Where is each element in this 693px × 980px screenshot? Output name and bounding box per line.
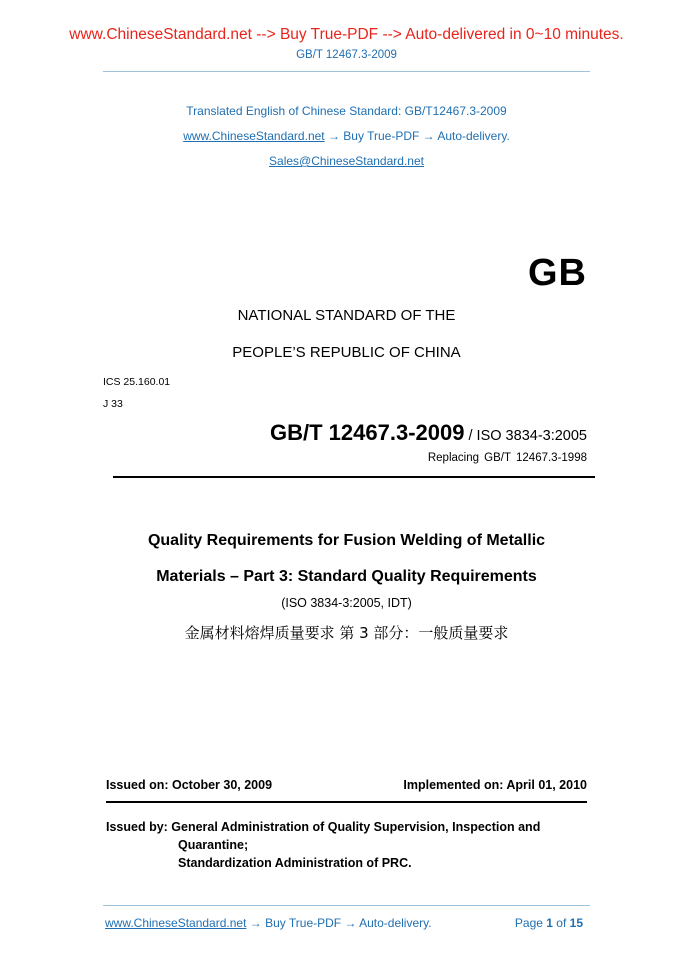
iso-idt-note: (ISO 3834-3:2005, IDT) bbox=[281, 596, 412, 610]
site-link[interactable]: www.ChineseStandard.net bbox=[183, 129, 325, 143]
replacing-note: Replacing GB/T 12467.3-1998 bbox=[427, 452, 587, 464]
footer-site-link[interactable]: www.ChineseStandard.net bbox=[105, 916, 247, 930]
chinese-title: 金属材料熔焊质量要求 第 3 部分：一般质量要求 bbox=[184, 624, 509, 642]
sales-email-row bbox=[0, 154, 693, 168]
gb-mark: GB bbox=[528, 252, 587, 294]
translation-note: Translated English of Chinese Standard: GB/T12467.3-2009 bbox=[186, 104, 507, 118]
sales-email-link[interactable]: Sales@ChineseStandard.net bbox=[269, 154, 424, 168]
issuer-line1: Issued by: General Administration of Quality Supervision, Inspection and bbox=[106, 820, 541, 834]
issuer-line2: Quarantine; bbox=[178, 838, 249, 852]
page-of: of bbox=[552, 916, 570, 930]
page-indicator bbox=[515, 916, 583, 930]
standard-number-line bbox=[270, 420, 587, 446]
buy-note: → Buy True-PDF → Auto-delivery. bbox=[324, 129, 510, 143]
page-label: Page bbox=[514, 916, 547, 930]
issued-on-date: Issued on: October 30, 2009 bbox=[106, 778, 273, 792]
iso-equivalent: / ISO 3834-3:2005 bbox=[464, 428, 587, 444]
national-standard-line1: NATIONAL STANDARD OF THE bbox=[237, 307, 456, 324]
top-banner[interactable]: www.ChineseStandard.net --> Buy True-PDF --> Auto-delivered in 0~10 minutes. bbox=[69, 26, 624, 43]
document-title-line2: Materials – Part 3: Standard Quality Requirements bbox=[156, 568, 537, 585]
implemented-on-date: Implemented on: April 01, 2010 bbox=[403, 778, 587, 792]
footer-buy-note: → Buy True-PDF → Auto-delivery. bbox=[246, 916, 432, 930]
standard-divider bbox=[113, 476, 595, 478]
translation-links bbox=[0, 129, 693, 143]
dates-divider bbox=[106, 801, 587, 803]
header-divider bbox=[103, 71, 590, 72]
standard-number: GB/T 12467.3-2009 bbox=[270, 420, 465, 445]
footer-divider bbox=[103, 905, 590, 906]
footer-links bbox=[105, 916, 432, 930]
ccs-code: J 33 bbox=[103, 398, 123, 410]
page-current: 1 bbox=[546, 916, 553, 930]
national-standard-line2: PEOPLE’S REPUBLIC OF CHINA bbox=[232, 344, 461, 361]
ics-code: ICS 25.160.01 bbox=[103, 376, 171, 388]
issuer-block bbox=[106, 818, 606, 872]
document-title-line1: Quality Requirements for Fusion Welding of Metallic bbox=[147, 532, 546, 549]
page-total: 15 bbox=[569, 916, 583, 930]
header-standard-code: GB/T 12467.3-2009 bbox=[296, 49, 397, 61]
issuer-line3: Standardization Administration of PRC. bbox=[178, 856, 412, 870]
